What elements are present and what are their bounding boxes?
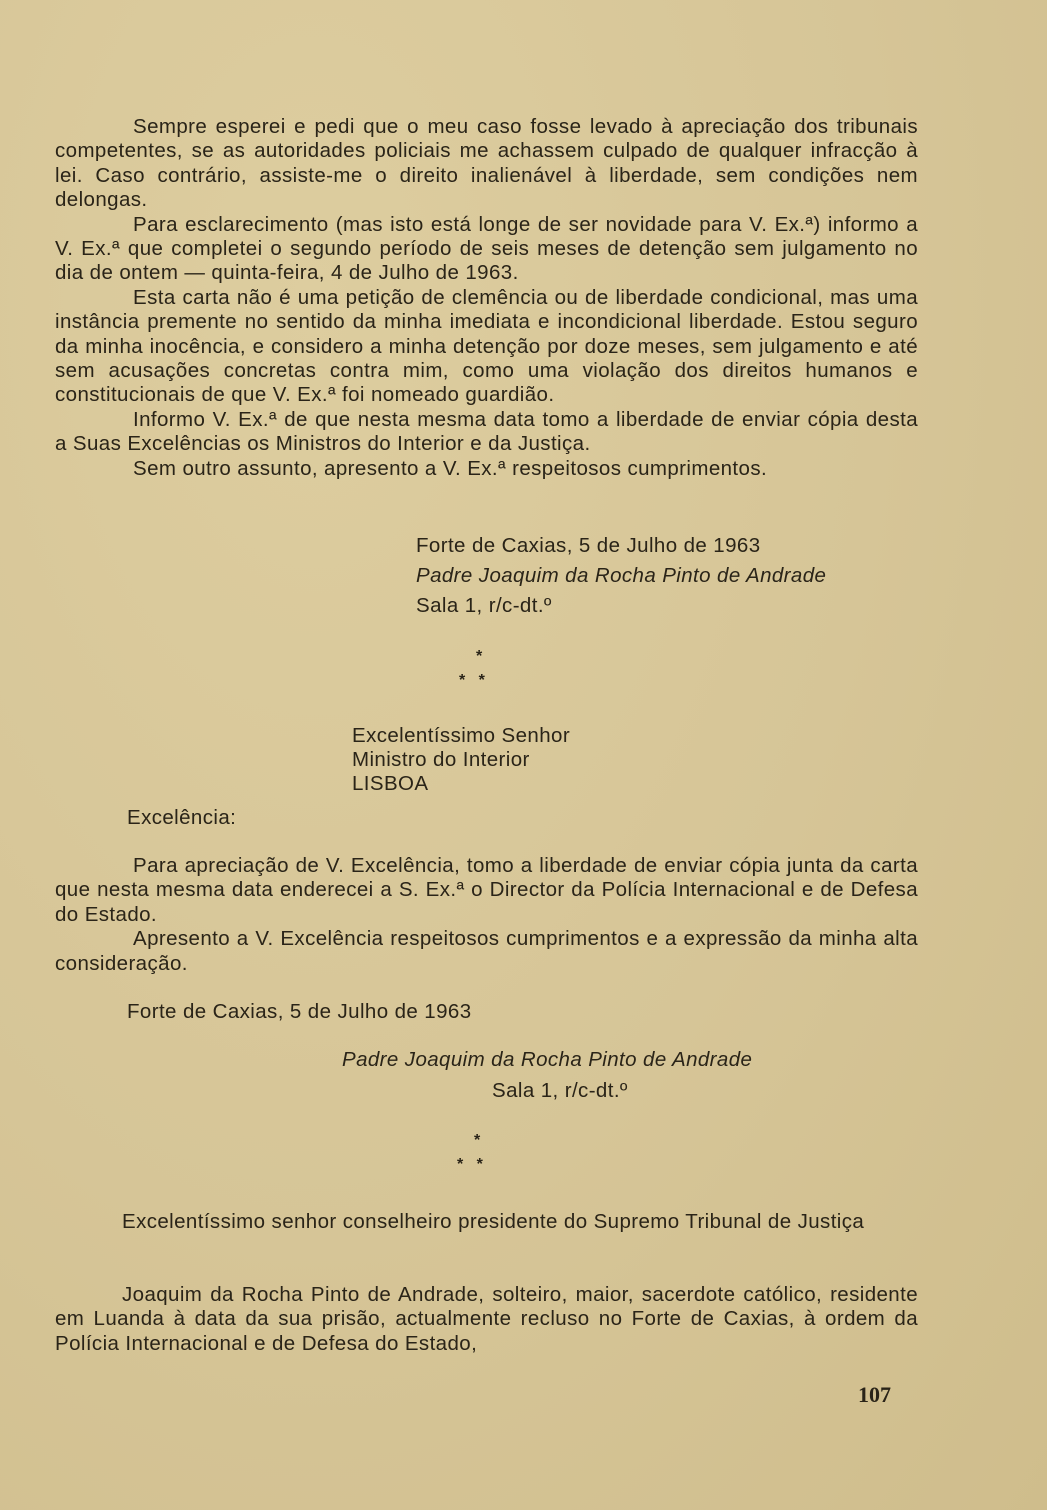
letter3-heading-block — [55, 1210, 918, 1234]
letter1-body — [55, 115, 918, 481]
letter3-body — [55, 1283, 918, 1356]
letter1-paragraph-2: Para esclarecimento (mas isto está longe de ser novidade para V. Ex.ª) informo a V. Ex.ª que completei o segundo período de seis meses de detenção sem julgamento no dia de ontem — quinta-feira, 4 de Julho de 1963. — [55, 212, 918, 285]
separator-star-top-2: * — [474, 1132, 481, 1149]
letter1-place-date: Forte de Caxias, 5 de Julho de 1963 — [416, 534, 761, 557]
separator-star-top: * — [476, 648, 483, 665]
letter2-signature: Padre Joaquim da Rocha Pinto de Andrade — [342, 1048, 753, 1071]
letter2-address-line-1: Excelentíssimo Senhor — [352, 724, 571, 747]
letter2-place-date: Forte de Caxias, 5 de Julho de 1963 — [127, 1000, 472, 1023]
letter1-room: Sala 1, r/c-dt.º — [416, 594, 552, 617]
letter3-heading: Excelentíssimo senhor conselheiro presidente do Supremo Tribunal de Justiça — [122, 1210, 865, 1233]
letter2-address-line-3: LISBOA — [352, 772, 429, 795]
letter1-signature: Padre Joaquim da Rocha Pinto de Andrade — [416, 564, 827, 587]
letter2-paragraph-1: Para apreciação de V. Excelência, tomo a liberdade de enviar cópia junta da carta que nesta mesma data enderecei a S. Ex.ª o Director da Polícia Internacional e de Defesa do Estado. — [55, 854, 918, 926]
letter3-paragraph: Joaquim da Rocha Pinto de Andrade, solteiro, maior, sacerdote católico, residente em Luanda à data da sua prisão, actualmente recluso no Forte de Caxias, à ordem da Polícia Internacional e de Defesa do Estado, — [55, 1283, 918, 1355]
letter2-room: Sala 1, r/c-dt.º — [492, 1079, 628, 1102]
letter2-salutation: Excelência: — [127, 806, 237, 829]
letter2-paragraph-2: Apresento a V. Excelência respeitosos cumprimentos e a expressão da minha alta consideração. — [55, 927, 918, 975]
separator-stars-bottom: * * — [459, 672, 485, 689]
letter1-paragraph-4: Informo V. Ex.ª de que nesta mesma data tomo a liberdade de enviar cópia desta a Suas Excelências os Ministros do Interior e da Justiça. — [55, 407, 918, 456]
separator-stars-bottom-2: * * — [457, 1156, 483, 1173]
letter1-paragraph-5: Sem outro assunto, apresento a V. Ex.ª respeitosos cumprimentos. — [133, 456, 768, 480]
letter1-paragraph-3: Esta carta não é uma petição de clemência ou de liberdade condicional, mas uma instância premente no sentido da minha imediata e incondicional liberdade. Estou seguro da minha inocência, e considero a minha detenção por doze meses, sem julgamento e até sem acusações concretas contra mim, como uma violação dos direitos humanos e constitucionais de que V. Ex.ª foi nomeado guardião. — [55, 285, 918, 407]
page-number: 107 — [858, 1382, 891, 1407]
letter2-address-line-2: Ministro do Interior — [352, 748, 530, 771]
letter1-paragraph-1: Sempre esperei e pedi que o meu caso fosse levado à apreciação dos tribunais competentes, se as autoridades policiais me achassem culpado de qualquer infracção à lei. Caso contrário, assiste-me o direito inalienável à liberdade, sem condições nem delongas. — [55, 115, 918, 212]
letter2-body — [55, 854, 918, 976]
